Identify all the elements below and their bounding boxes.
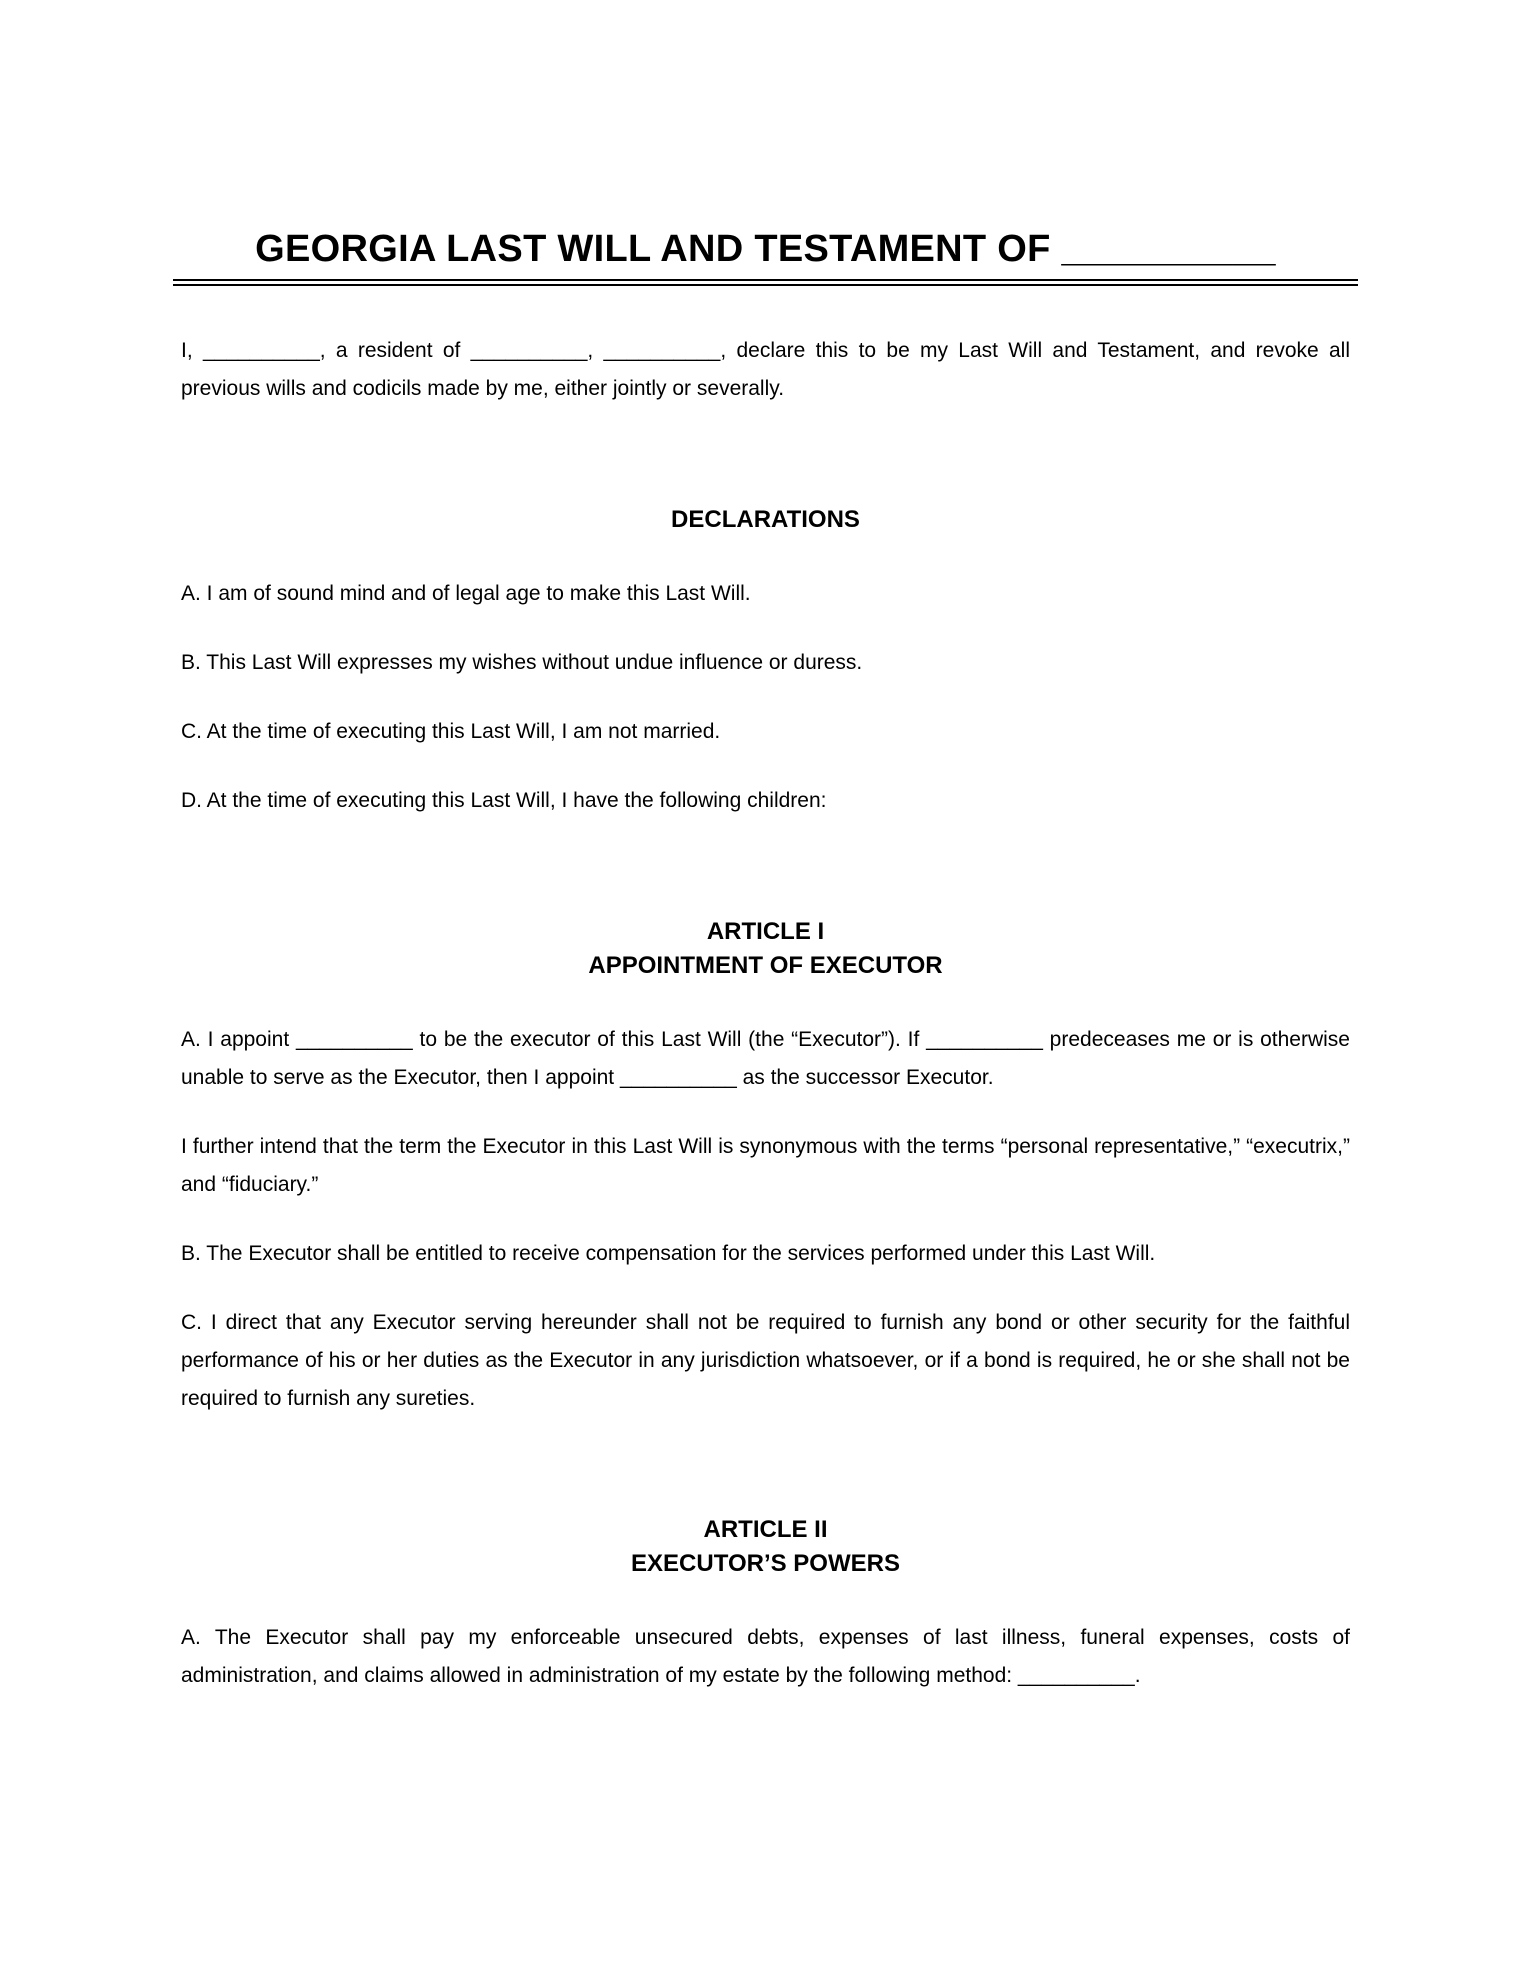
section-heading-declarations [181, 503, 1350, 537]
document-title: GEORGIA LAST WILL AND TESTAMENT OF __________ [255, 228, 1276, 270]
section-heading-article-1 [181, 915, 1350, 983]
heading-line: DECLARATIONS [671, 506, 860, 533]
heading-line: ARTICLE I [706, 918, 825, 945]
paragraph-declarations-b: B. This Last Will expresses my wishes without undue influence or duress. [181, 651, 863, 674]
paragraph-article1-a: A. I appoint __________ to be the executor of this Last Will (the “Executor”). If __________ predeceases me or is otherwise unable to serve as the Executor, then I appoint __________ as the successor Executor. [181, 1028, 1350, 1089]
title-underline [173, 228, 1358, 286]
paragraph-declarations-a: A. I am of sound mind and of legal age to make this Last Will. [181, 582, 751, 605]
heading-line: ARTICLE II [703, 1516, 828, 1543]
section-heading-article-2 [181, 1513, 1350, 1581]
heading-line: EXECUTOR’S POWERS [631, 1550, 900, 1577]
paragraph-article1-b: B. The Executor shall be entitled to receive compensation for the services performed under this Last Will. [181, 1242, 1156, 1265]
paragraph-article2-a: A. The Executor shall pay my enforceable unsecured debts, expenses of last illness, funeral expenses, costs of administration, and claims allowed in administration of my estate by the following method: __________. [181, 1626, 1350, 1687]
paragraph-declarations-c: C. At the time of executing this Last Will, I am not married. [181, 720, 721, 743]
heading-line: APPOINTMENT OF EXECUTOR [588, 952, 943, 979]
paragraph-article1-c: C. I direct that any Executor serving hereunder shall not be required to furnish any bond or other security for the faithful performance of his or her duties as the Executor in any jurisdiction whatsoever, or if a bond is required, he or she shall not be required to furnish any sureties. [181, 1311, 1350, 1410]
paragraph-declarations-d: D. At the time of executing this Last Will, I have the following children: [181, 789, 827, 812]
paragraph-article1-intent: I further intend that the term the Executor in this Last Will is synonymous with the terms “personal representative,” “executrix,” and “fiduciary.” [181, 1135, 1350, 1196]
intro-paragraph: I, __________, a resident of __________, __________, declare this to be my Last Will and Testament, and revoke all previous wills and codicils made by me, either jointly or severally. [181, 339, 1350, 400]
